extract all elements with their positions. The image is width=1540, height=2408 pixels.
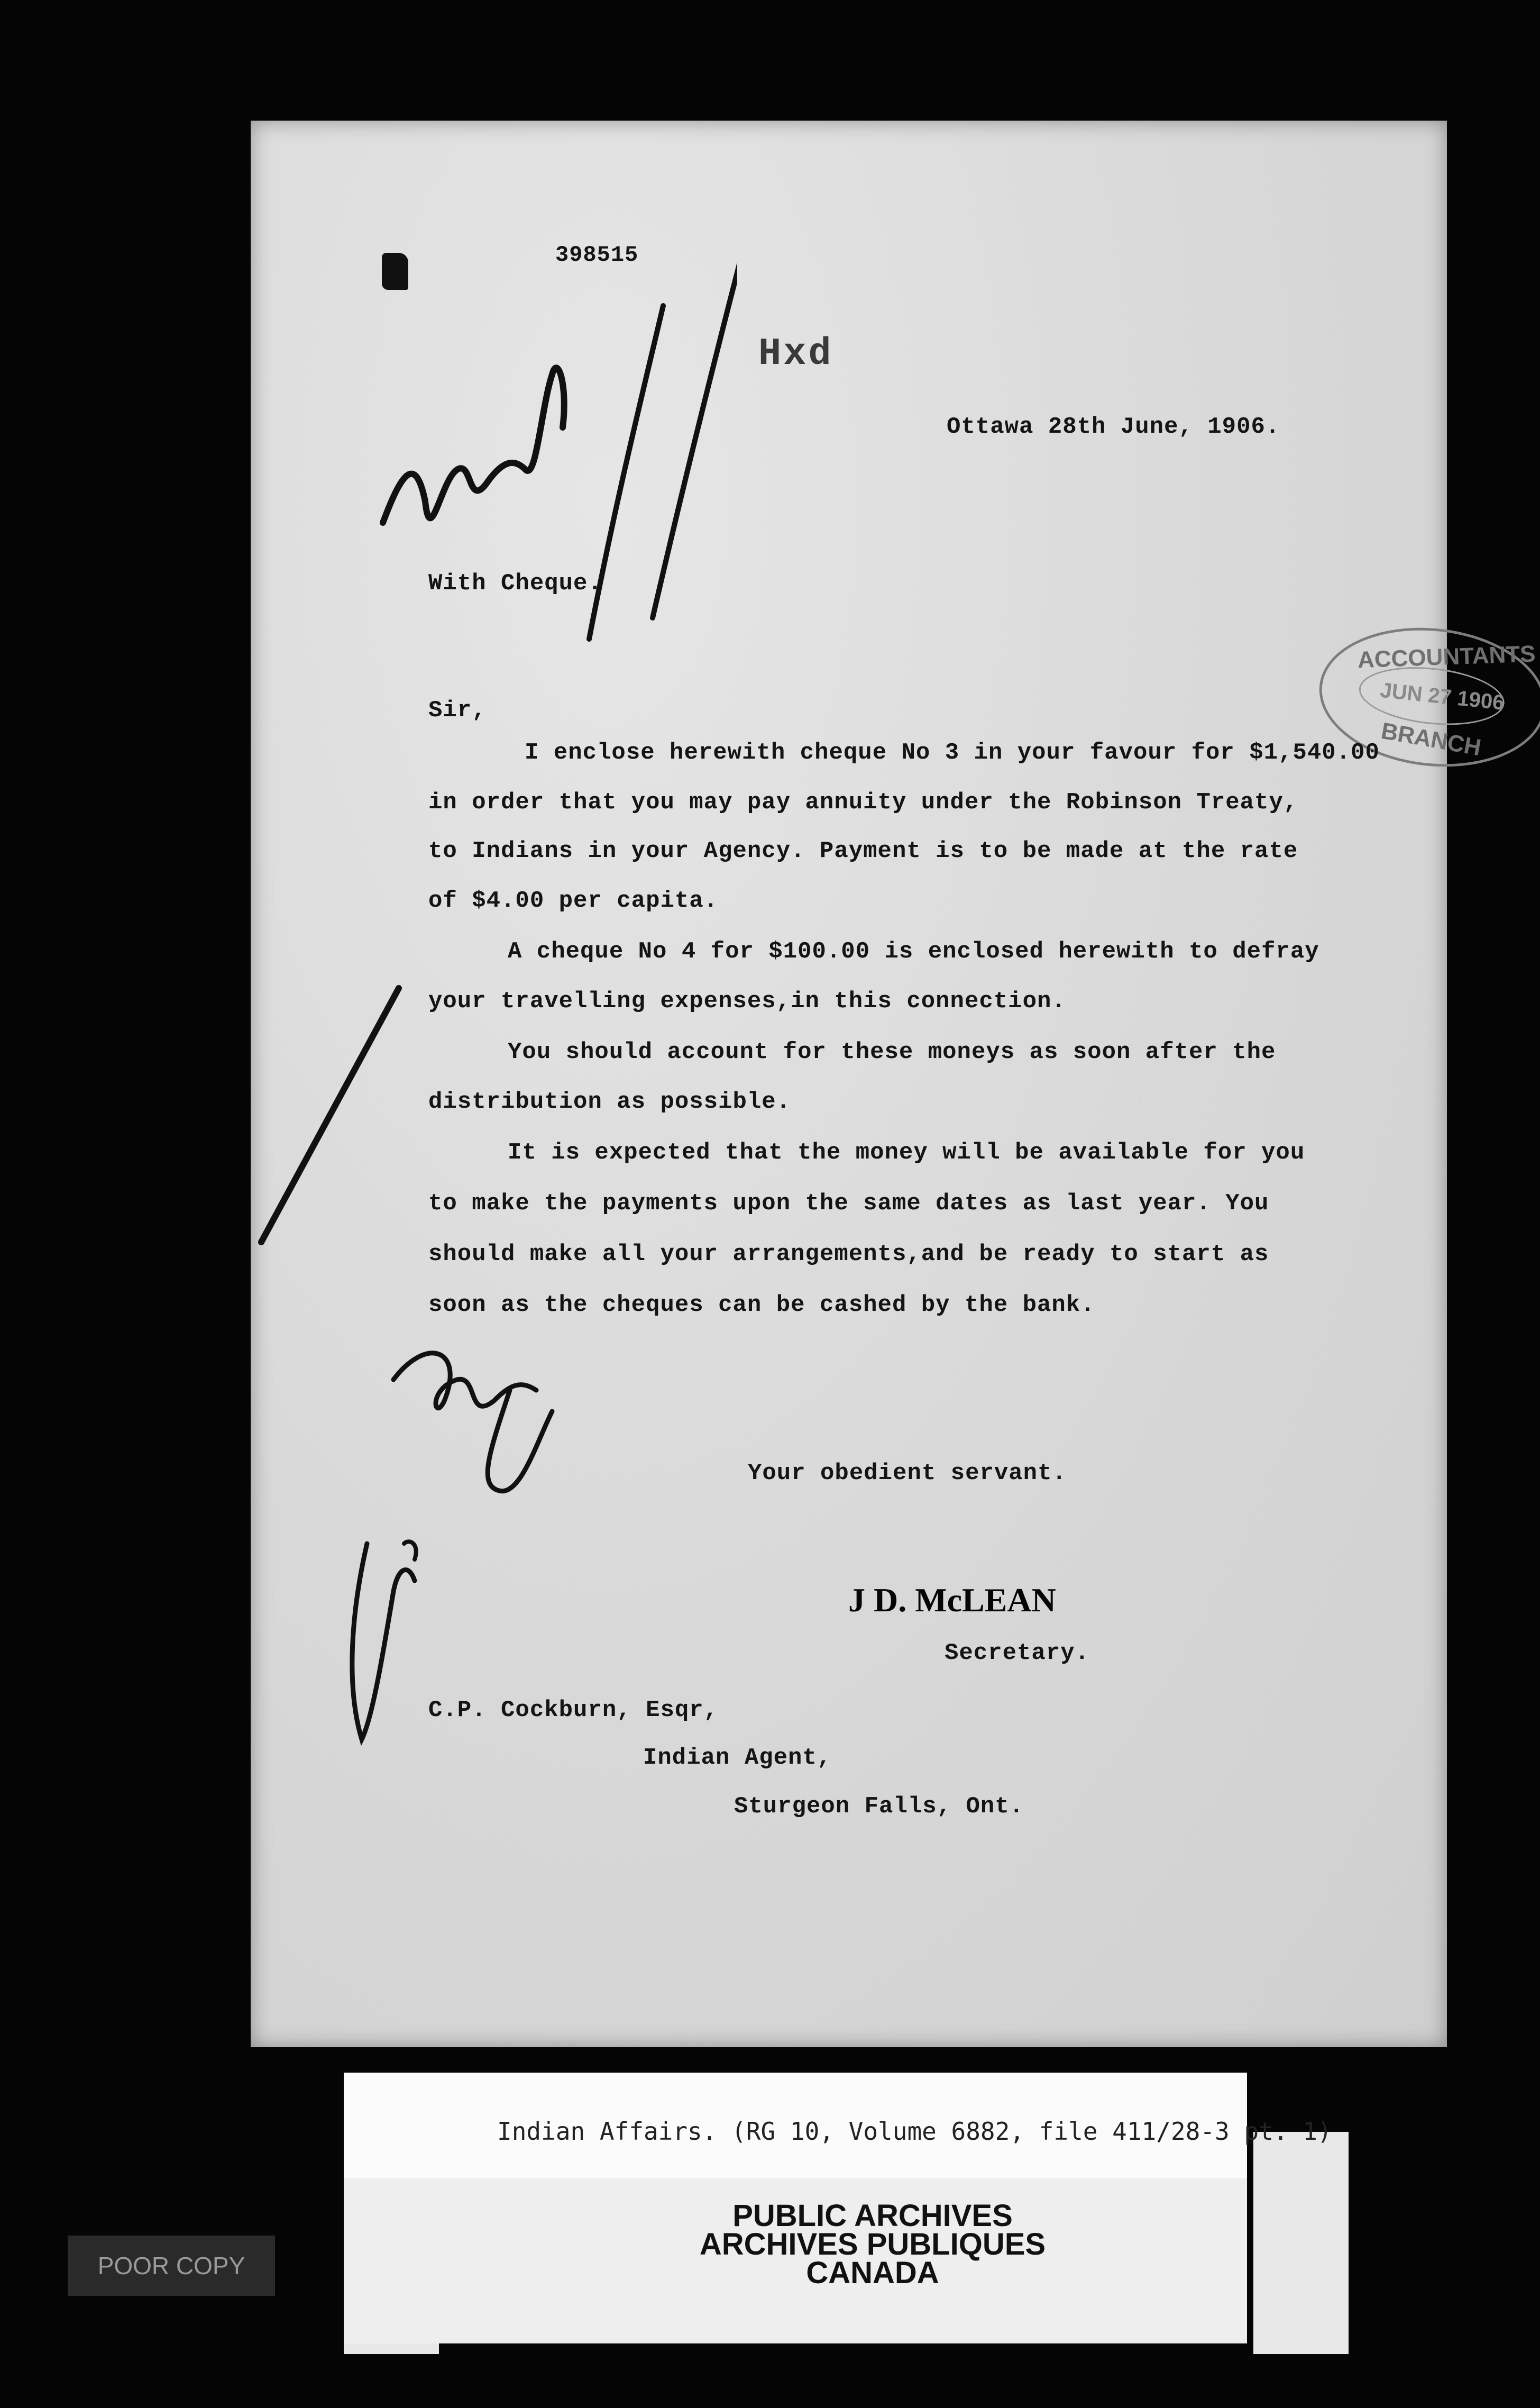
archive-line-3: CANADA bbox=[806, 2256, 939, 2290]
body-line: should make all your arrangements,and be ready to start as bbox=[428, 1241, 1269, 1267]
addressee-title: Indian Agent, bbox=[643, 1745, 832, 1771]
enclosure-note: With Cheque. bbox=[428, 570, 602, 597]
archive-line-1: PUBLIC ARCHIVES bbox=[732, 2199, 1013, 2233]
addressee-name: C.P. Cockburn, Esqr, bbox=[428, 1697, 719, 1723]
body-line: You should account for these moneys as soon after the bbox=[508, 1039, 1276, 1065]
archive-reference: Indian Affairs. (RG 10, Volume 6882, file 411/28-3 pt. 1) bbox=[497, 2117, 1332, 2146]
register-mark: Hxd bbox=[758, 332, 833, 376]
body-line: of $4.00 per capita. bbox=[428, 888, 719, 914]
addressee-location: Sturgeon Falls, Ont. bbox=[734, 1793, 1024, 1820]
body-line: A cheque No 4 for $100.00 is enclosed herewith to defray bbox=[508, 938, 1319, 965]
stamp-date-text: JUN 27 1906 bbox=[1379, 678, 1506, 715]
file-number: 398515 bbox=[555, 242, 639, 268]
reference-strip bbox=[344, 2073, 1332, 2178]
body-line: I enclose herewith cheque No 3 in your favour for $1,540.00 bbox=[525, 740, 1380, 766]
margin-check-stroke bbox=[251, 967, 409, 1253]
body-line: in order that you may pay annuity under the Robinson Treaty, bbox=[428, 789, 1298, 816]
body-line: your travelling expenses,in this connection. bbox=[428, 988, 1066, 1015]
stamp-top-text: ACCOUNTANTS bbox=[1357, 641, 1536, 673]
body-line: to make the payments upon the same dates as last year. You bbox=[428, 1190, 1269, 1217]
archive-line-2: ARCHIVES PUBLIQUES bbox=[699, 2227, 1046, 2261]
signature-title: Secretary. bbox=[945, 1640, 1090, 1666]
poor-copy-tag: POOR COPY bbox=[68, 2236, 275, 2296]
letter-sheet bbox=[251, 121, 1536, 2047]
place-date: Ottawa 28th June, 1906. bbox=[947, 414, 1280, 440]
label-tab-right bbox=[1253, 2132, 1349, 2354]
stamp-bottom-text: BRANCH bbox=[1379, 717, 1483, 761]
body-line: to Indians in your Agency. Payment is to be made at the rate bbox=[428, 838, 1298, 864]
body-line: It is expected that the money will be available for you bbox=[508, 1139, 1305, 1166]
body-line: soon as the cheques can be cashed by the bank. bbox=[428, 1292, 1095, 1318]
signature-stamp: J D. McLEAN bbox=[848, 1581, 1056, 1619]
body-line: distribution as possible. bbox=[428, 1089, 791, 1115]
salutation: Sir, bbox=[428, 697, 487, 724]
closing: Your obedient servant. bbox=[748, 1460, 1067, 1486]
archive-stamp bbox=[529, 2199, 1216, 2297]
